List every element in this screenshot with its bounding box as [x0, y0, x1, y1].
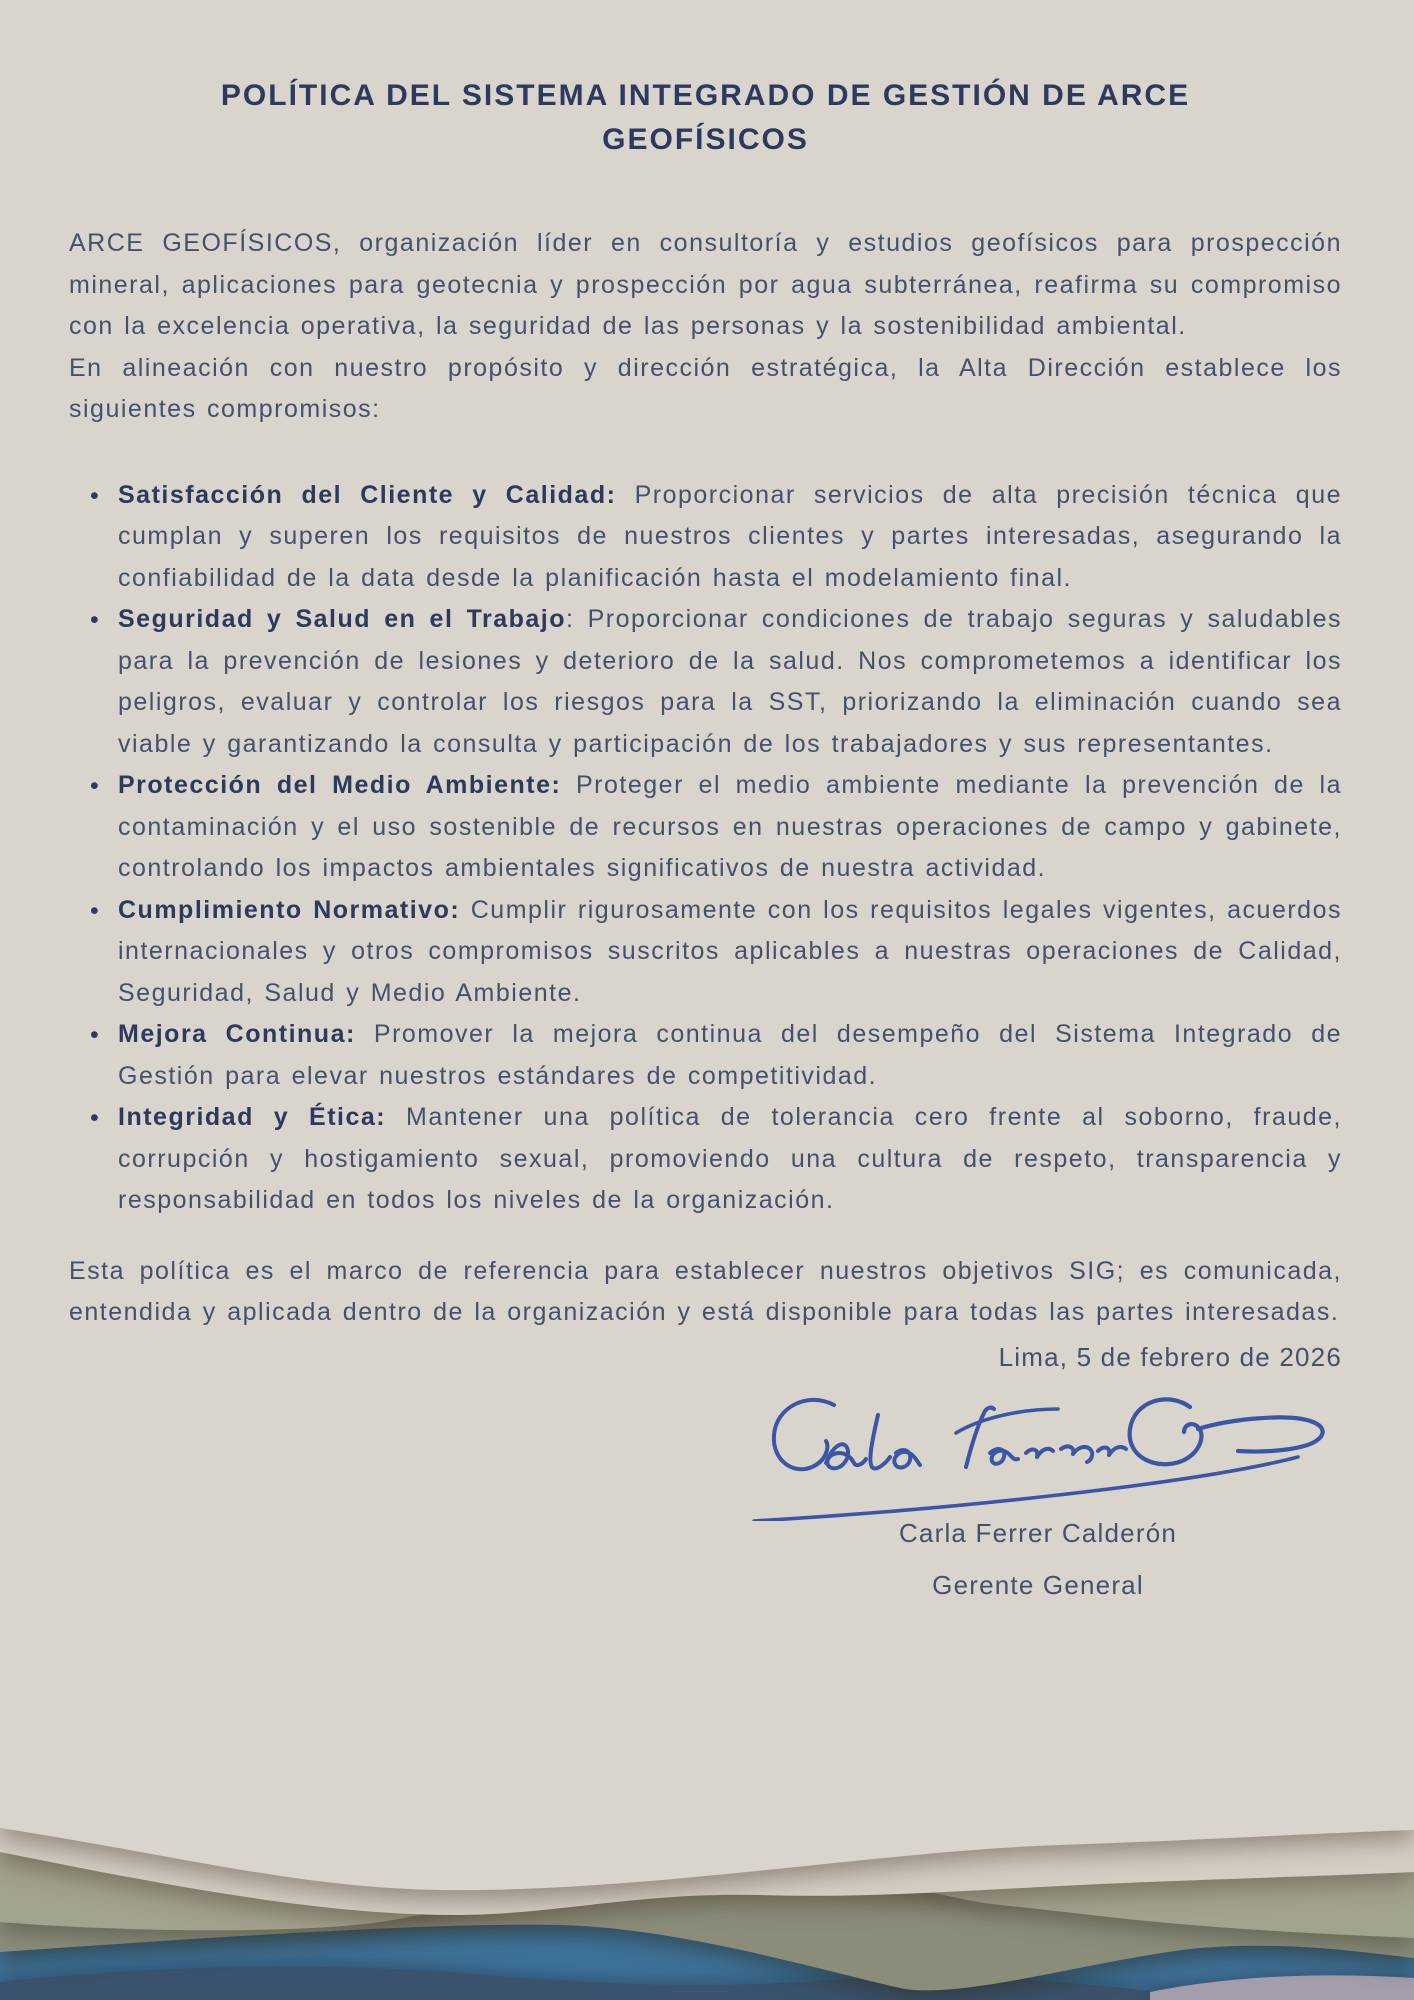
commitment-item — [118, 765, 1342, 890]
signature-block — [738, 1375, 1338, 1611]
commitment-text: Promover la mejora continua del desempeño del Sistema Integrado de Gestión para elevar nuestros estándares de competitividad. — [118, 1020, 1343, 1090]
commitment-item — [118, 890, 1342, 1015]
commitment-text: : Proporcionar condiciones de trabajo seguras y saludables para la prevención de lesiones y deterioro de la salud. Nos comprometemos a identificar los peligros, evaluar y controlar los riesgos para la SST, priorizando la eliminación cuando sea viable y garantizando la consulta y participación de los trabajadores y sus representantes. — [118, 605, 1342, 758]
commitment-item — [118, 599, 1342, 765]
intro-paragraph-1: ARCE GEOFÍSICOS, organización líder en consultoría y estudios geofísicos para prospección mineral, aplicaciones para geotecnia y prospección por agua subterránea, reafirma su compromiso con la excelencia operativa, la seguridad de las personas y la sostenibilidad ambiental. — [69, 229, 1342, 340]
commitment-text: Mantener una política de tolerancia cero frente al soborno, fraude, corrupción y hostigamiento sexual, promoviendo una cultura de respeto, transparencia y responsabilidad en todos los niveles de la organización. — [118, 1103, 1342, 1214]
commitment-label: Protección del Medio Ambiente: — [118, 771, 562, 799]
commitment-label: Integridad y Ética: — [118, 1103, 387, 1131]
bottom-waves-decoration — [0, 1670, 1414, 2000]
commitment-text: Cumplir rigurosamente con los requisitos legales vigentes, acuerdos internacionales y otros compromisos suscritos aplicables a nuestras operaciones de Calidad, Seguridad, Salud y Medio Ambiente. — [118, 895, 1342, 1007]
commitment-text: Proporcionar servicios de alta precisión técnica que cumplan y superen los requisitos de nuestros clientes y partes interesadas, asegurando la confiabilidad de la data desde la planificación hasta el modelamiento final. — [118, 480, 1342, 592]
date-line: Lima, 5 de febrero de 2026 — [998, 1341, 1342, 1372]
commitment-label: Seguridad y Salud en el Trabajo — [118, 605, 566, 633]
commitment-label: Cumplimiento Normativo: — [118, 895, 461, 924]
closing-paragraph: Esta política es el marco de referencia para establecer nuestros objetivos SIG; es comunicada, entendida y aplicada dentro de la organización y está disponible para todas las partes interesadas. — [69, 1256, 1342, 1326]
commitments-list — [69, 475, 1342, 1222]
intro-paragraph-2: En alineación con nuestro propósito y dirección estratégica, la Alta Dirección establece los siguientes compromisos: — [69, 353, 1342, 423]
commitment-text: Proteger el medio ambiente mediante la prevención de la contaminación y el uso sostenible de recursos en nuestras operaciones de campo y gabinete, controlando los impactos ambientales significativos de nuestra actividad. — [118, 771, 1342, 882]
commitment-label: Mejora Continua: — [118, 1020, 356, 1048]
page-title: POLÍTICA DEL SISTEMA INTEGRADO DE GESTIÓN DE ARCE GEOFÍSICOS — [220, 79, 1191, 156]
signer-name: Carla Ferrer Calderón — [898, 1517, 1178, 1548]
intro-section — [69, 223, 1342, 431]
commitment-label: Satisfacción del Cliente y Calidad: — [118, 480, 617, 509]
commitment-item — [118, 1097, 1342, 1222]
document-content — [69, 0, 1342, 1611]
signature-image — [738, 1371, 1338, 1521]
signer-role: Gerente General — [932, 1569, 1144, 1600]
commitment-item — [118, 1014, 1342, 1097]
commitment-item — [118, 475, 1342, 600]
